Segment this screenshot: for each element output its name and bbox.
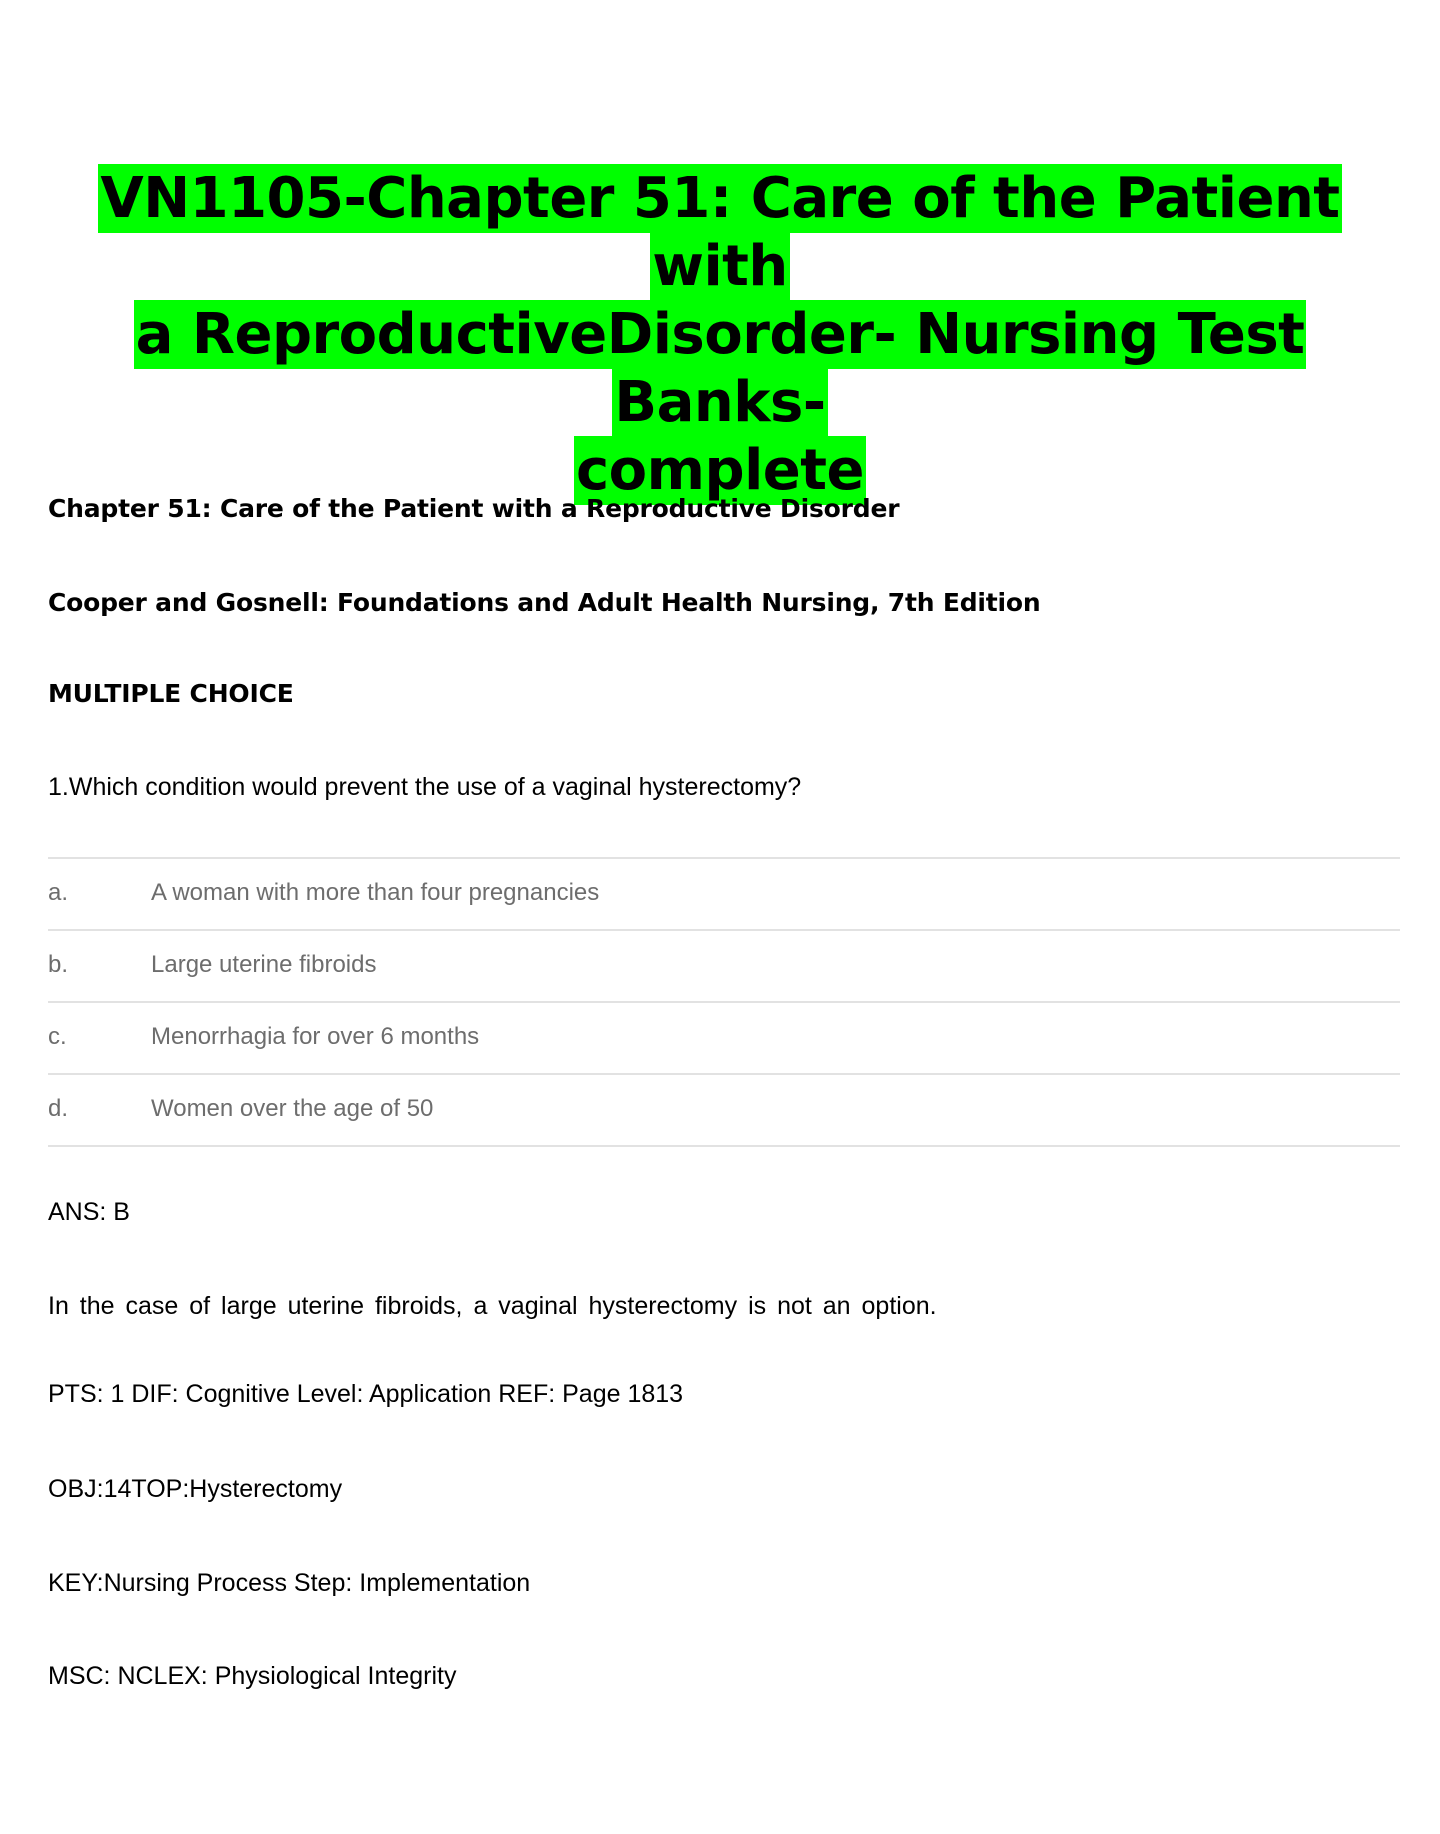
chapter-heading: Chapter 51: Care of the Patient with a Reproductive Disorder bbox=[48, 494, 900, 523]
title-line-3: complete bbox=[575, 438, 865, 503]
obj-line: OBJ:14TOP:Hysterectomy bbox=[48, 1475, 343, 1503]
option-row-c bbox=[48, 1003, 1400, 1075]
answer-line: ANS: B bbox=[48, 1198, 130, 1226]
title-line-2: a ReproductiveDisorder- Nursing Test Banks- bbox=[135, 302, 1305, 435]
title-line-1: VN1105-Chapter 51: Care of the Patient with bbox=[100, 166, 1340, 299]
option-letter: d. bbox=[48, 1095, 69, 1122]
option-text: Menorrhagia for over 6 months bbox=[151, 1023, 480, 1050]
key-line: KEY:Nursing Process Step: Implementation bbox=[48, 1569, 531, 1597]
option-row-d bbox=[48, 1075, 1400, 1147]
document-title bbox=[40, 165, 1400, 505]
option-row-a bbox=[48, 859, 1400, 931]
option-letter: c. bbox=[48, 1023, 67, 1050]
section-heading: MULTIPLE CHOICE bbox=[48, 679, 294, 708]
rationale-text: In the case of large uterine fibroids, a vaginal hysterectomy is not an option. bbox=[48, 1292, 937, 1320]
answer-options-table bbox=[48, 857, 1400, 1147]
question-text: 1.Which condition would prevent the use of a vaginal hysterectomy? bbox=[48, 773, 802, 801]
option-row-b bbox=[48, 931, 1400, 1003]
book-heading: Cooper and Gosnell: Foundations and Adult Health Nursing, 7th Edition bbox=[48, 588, 1041, 617]
pts-line: PTS: 1 DIF: Cognitive Level: Application REF: Page 1813 bbox=[48, 1380, 684, 1408]
option-text: A woman with more than four pregnancies bbox=[151, 879, 600, 906]
option-text: Large uterine fibroids bbox=[151, 951, 377, 978]
option-text: Women over the age of 50 bbox=[151, 1095, 434, 1122]
option-letter: b. bbox=[48, 951, 69, 978]
msc-line: MSC: NCLEX: Physiological Integrity bbox=[48, 1662, 457, 1690]
option-letter: a. bbox=[48, 879, 69, 906]
